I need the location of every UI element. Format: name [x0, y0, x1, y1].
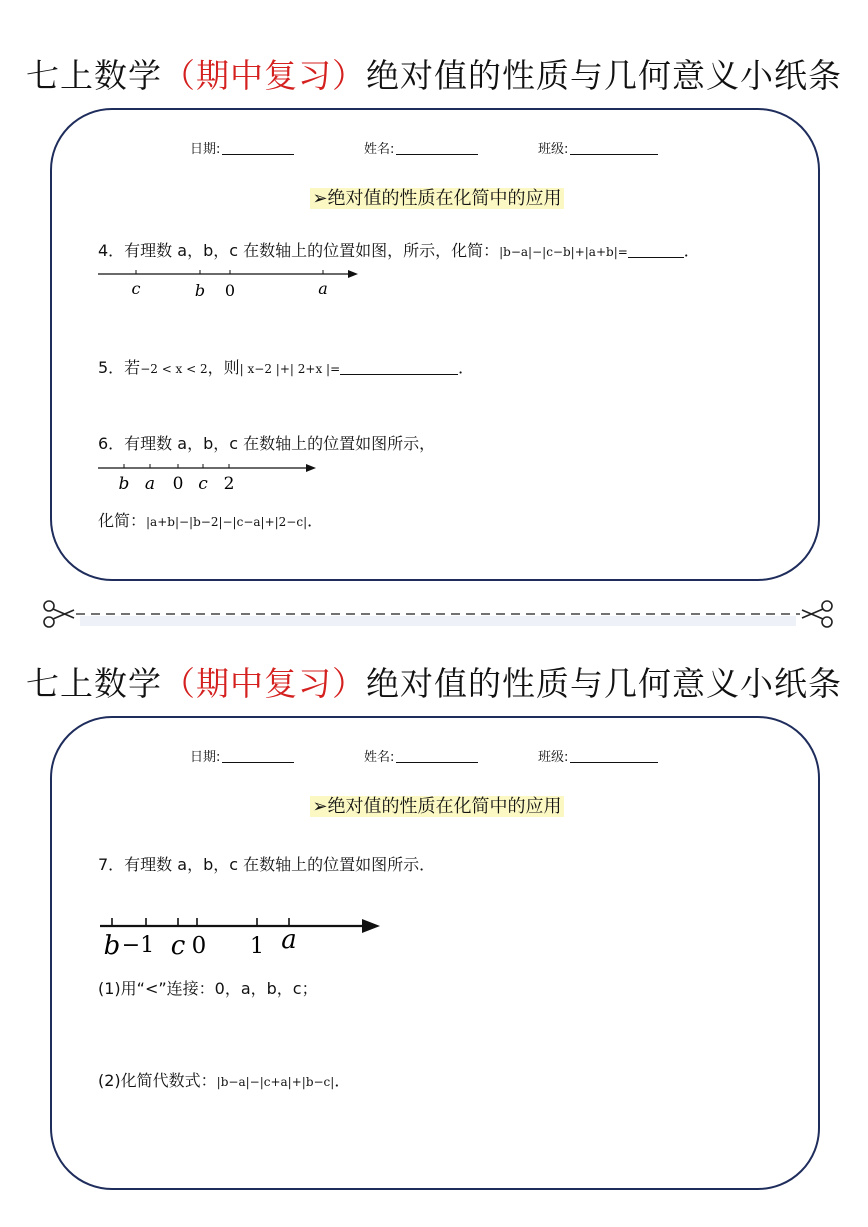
axis-label-0: 0 [224, 281, 236, 300]
name-blank[interactable] [396, 762, 478, 763]
question-5-prefix: 5．若 [98, 358, 141, 377]
axis-label-0: 0 [191, 933, 207, 958]
question-6-simplify-label: 化简： [98, 511, 147, 530]
title-suffix: 绝对值的性质与几何意义小纸条 [366, 664, 842, 703]
axis-label-1: 1 [250, 934, 264, 958]
date-blank[interactable] [222, 154, 294, 155]
question-6 [98, 431, 435, 454]
number-line-q7 [98, 910, 388, 958]
axis-label-b: b [118, 474, 130, 494]
question-6-text: 6．有理数 a，b，c 在数轴上的位置如图所示， [98, 434, 436, 453]
question-7-part-1 [98, 976, 318, 999]
axis-label-c: c [198, 474, 208, 494]
date-label: 日期: [190, 750, 221, 765]
section-heading-text: ➢绝对值的性质在化简中的应用 [312, 188, 562, 209]
name-field [364, 138, 478, 157]
question-5-answer-blank[interactable] [340, 374, 458, 375]
date-field [190, 746, 294, 765]
name-field [364, 746, 478, 765]
axis-label-0: 0 [172, 474, 184, 494]
question-6-simplify [98, 508, 323, 531]
question-4-expression: |b−a|−|c−b|+|a+b|= [499, 245, 628, 259]
axis-label-a: a [318, 279, 328, 298]
name-label: 姓名: [364, 750, 395, 765]
axis-arrow-icon [306, 464, 316, 472]
question-7-part-2-end: ． [334, 1071, 351, 1090]
worksheet-card-1 [50, 108, 820, 581]
question-7-part-2-expression: |b−a|−|c+a|+|b−c| [216, 1075, 335, 1089]
name-label: 姓名: [364, 142, 395, 157]
class-label: 班级: [538, 750, 569, 765]
cut-line-shadow [80, 616, 796, 626]
question-5-end: ． [458, 358, 475, 377]
section-heading [52, 792, 822, 818]
axis-label-c: c [170, 931, 186, 958]
question-4-answer-blank[interactable] [628, 257, 684, 258]
class-blank[interactable] [570, 154, 658, 155]
title-suffix: 绝对值的性质与几何意义小纸条 [366, 56, 842, 95]
question-5 [98, 355, 474, 378]
axis-arrow-icon [348, 270, 358, 278]
worksheet-card-2 [50, 716, 820, 1190]
number-line-q6 [96, 458, 326, 496]
page-title-2 [0, 658, 868, 705]
question-7-part-1-text: (1)用“<”连接：0，a，b，c； [98, 979, 318, 998]
question-4-text: 4．有理数 a，b，c 在数轴上的位置如图，所示，化简： [98, 241, 500, 260]
scissors-right-icon [802, 601, 832, 627]
title-highlight: （期中复习） [162, 56, 366, 95]
axis-arrow-icon [362, 919, 380, 933]
question-7-part-2 [98, 1068, 350, 1091]
date-field [190, 138, 294, 157]
title-prefix: 七上数学 [26, 664, 162, 703]
class-field [538, 746, 658, 765]
axis-label-minus-1: −1 [121, 933, 155, 958]
axis-label-c: c [131, 279, 141, 298]
question-4-end: ． [683, 241, 700, 260]
question-5-condition: −2 < x < 2 [140, 362, 208, 376]
section-heading-text: ➢绝对值的性质在化简中的应用 [312, 796, 562, 817]
question-7 [98, 852, 435, 875]
title-highlight: （期中复习） [162, 664, 366, 703]
axis-label-a: a [144, 474, 156, 494]
axis-label-b: b [194, 281, 206, 300]
date-blank[interactable] [222, 762, 294, 763]
question-4 [98, 238, 700, 261]
name-blank[interactable] [396, 154, 478, 155]
axis-label-a: a [281, 925, 297, 955]
date-label: 日期: [190, 142, 221, 157]
axis-label-2: 2 [223, 474, 235, 494]
question-7-part-2-label: (2)化简代数式： [98, 1071, 217, 1090]
scissors-left-icon [44, 601, 74, 627]
title-prefix: 七上数学 [26, 56, 162, 95]
question-6-end: ． [307, 511, 324, 530]
question-6-expression: |a+b|−|b−2|−|c−a|+|2−c| [146, 515, 308, 529]
class-label: 班级: [538, 142, 569, 157]
question-7-text: 7．有理数 a，b，c 在数轴上的位置如图所示． [98, 855, 436, 874]
page-title [0, 50, 868, 97]
question-5-expression: | x−2 |+| 2+x |= [239, 362, 341, 376]
axis-label-b: b [103, 931, 121, 958]
number-line-q4 [96, 262, 366, 304]
class-blank[interactable] [570, 762, 658, 763]
question-5-middle: ，则 [207, 358, 240, 377]
section-heading [52, 184, 822, 210]
class-field [538, 138, 658, 157]
cut-line [40, 598, 836, 630]
